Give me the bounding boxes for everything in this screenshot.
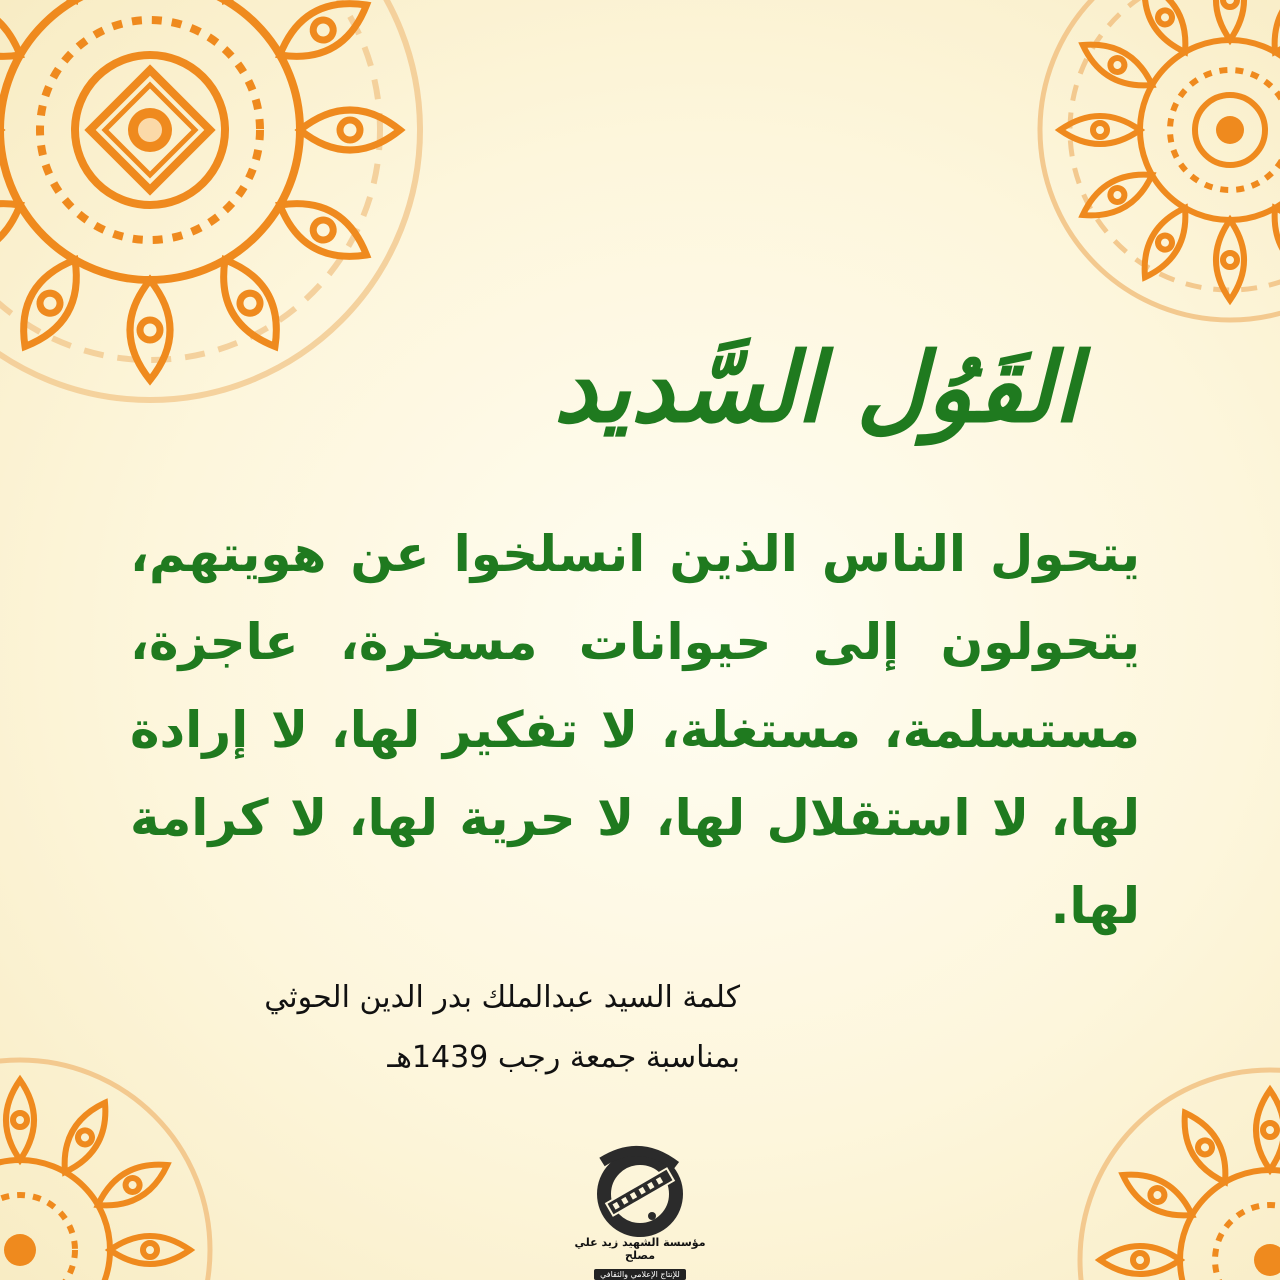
logo-subtitle: للإنتاج الإعلامي والثقافي [594, 1269, 686, 1280]
logo-caption [565, 1236, 715, 1280]
attribution-occasion: بمناسبة جمعة رجب 1439هـ [387, 1040, 740, 1075]
mandala-ornament-bottom-right [1060, 1050, 1280, 1280]
logo-name: مؤسسة الشهيد زيد علي مصلح [574, 1236, 706, 1262]
mandala-ornament-top-right [1020, 0, 1280, 340]
quote-text: يتحول الناس الذين انسلخوا عن هويتهم، يتحولون إلى حيوانات مسخرة، عاجزة، مستسلمة، مستغلة، لا تفكير لها، لا إرادة لها، لا استقلال لها، لا حرية لها، لا كرامة لها. [130, 525, 1140, 935]
attribution-speaker: كلمة السيد عبدالملك بدر الدين الحوثي [264, 980, 740, 1015]
poster-title: القَوُل السَّديد [553, 331, 1080, 444]
